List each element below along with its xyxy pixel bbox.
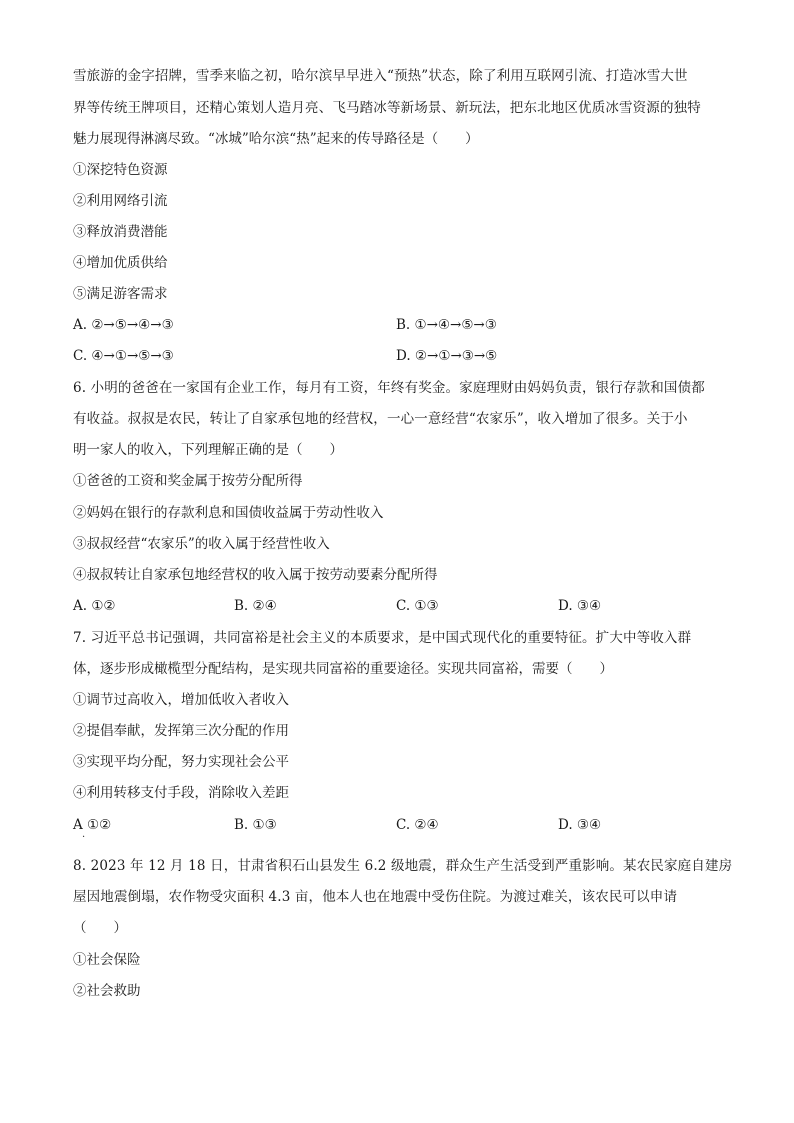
q6-stem-line-3: 明一家人的收入，下列理解正确的是（ ） [73,442,343,458]
q5-item-1: ①深挖特色资源 [73,162,168,178]
q6-option-d[interactable]: D. ③④ [558,598,602,614]
q8-item-1: ①社会保险 [73,952,141,968]
q8-stem-line-1: 8. 2023 年 12 月 18 日，甘肃省积石山县发生 6.2 级地震，群众生产生活受到严重影响。某农民家庭自建房 [73,858,733,874]
q5-stem-line-2: 界等传统王牌项目，还精心策划人造月亮、飞马踏冰等新场景、新玩法，把东北地区优质冰雪资源的独特 [73,100,701,116]
q8-stem-line-3: （ ） [73,920,127,936]
q6-item-1: ①爸爸的工资和奖金属于按劳分配所得 [73,473,303,489]
q6-item-2: ②妈妈在银行的存款利息和国债收益属于劳动性收入 [73,505,384,521]
q6-stem-line-2: 有收益。叔叔是农民，转让了自家承包地的经营权，一心一意经营“农家乐”，收入增加了很多。关于小 [73,411,688,427]
q5-option-d[interactable]: D. ②→①→③→⑤ [396,348,498,364]
q7-option-d[interactable]: D. ③④ [558,817,602,833]
q7-option-a[interactable]: A ①② [73,817,112,833]
q5-item-3: ③释放消费潜能 [73,224,168,240]
q5-stem-line-3: 魅力展现得淋漓尽致。“冰城”哈尔滨“热”起来的传导路径是（ ） [73,131,479,147]
q5-item-5: ⑤满足游客需求 [73,286,168,302]
q6-item-4: ④叔叔转让自家承包地经营权的收入属于按劳动要素分配所得 [73,567,438,583]
q8-item-2: ②社会救助 [73,983,141,999]
q7-stem-line-2: 体，逐步形成橄榄型分配结构，是实现共同富裕的重要途径。实现共同富裕，需要（ ） [73,661,613,677]
q7-item-3: ③实现平均分配，努力实现社会公平 [73,754,289,770]
q7-option-b[interactable]: B. ①③ [234,817,277,833]
q8-stem-line-2: 屋因地震倒塌，农作物受灾面积 4.3 亩，他本人也在地震中受伤住院。为渡过难关，该农民可以申请 [73,889,678,905]
q6-stem-line-1: 6. 小明的爸爸在一家国有企业工作，每月有工资，年终有奖金。家庭理财由妈妈负责，银行存款和国债都 [73,380,705,396]
q7-stem-line-1: 7. 习近平总书记强调，共同富裕是社会主义的本质要求，是中国式现代化的重要特征。扩大中等收入群 [73,630,692,646]
q7-item-2: ②提倡奉献，发挥第三次分配的作用 [73,723,289,739]
q6-option-c[interactable]: C. ①③ [396,598,439,614]
q5-item-2: ②利用网络引流 [73,193,168,209]
q5-stem-line-1: 雪旅游的金字招牌，雪季来临之初，哈尔滨早早进入“预热”状态，除了利用互联网引流、打造冰雪大世 [73,68,688,84]
q5-option-a[interactable]: A. ②→⑤→④→③ [73,317,174,333]
q5-item-4: ④增加优质供给 [73,255,168,271]
stray-dot: · [82,832,86,843]
q5-option-b[interactable]: B. ①→④→⑤→③ [396,317,497,333]
q5-option-c[interactable]: C. ④→①→⑤→③ [73,348,174,364]
q6-item-3: ③叔叔经营“农家乐”的收入属于经营性收入 [73,536,330,552]
q6-option-b[interactable]: B. ②④ [234,598,277,614]
q7-option-c[interactable]: C. ②④ [396,817,439,833]
q7-item-1: ①调节过高收入，增加低收入者收入 [73,692,289,708]
q7-item-4: ④利用转移支付手段，消除收入差距 [73,785,289,801]
q6-option-a[interactable]: A. ①② [73,598,116,614]
